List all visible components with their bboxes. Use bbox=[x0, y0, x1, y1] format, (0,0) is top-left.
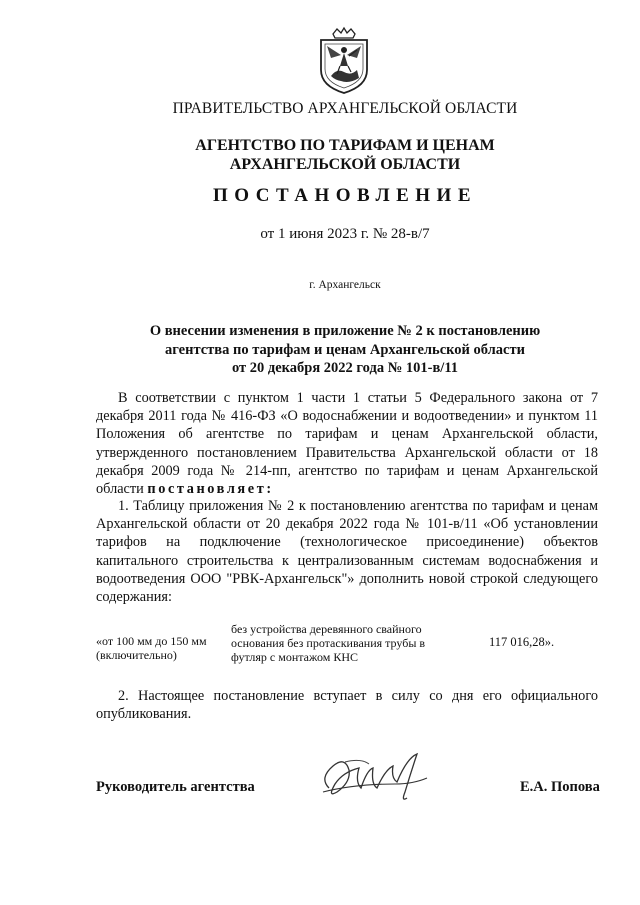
resolves-word: постановляет: bbox=[147, 481, 274, 498]
document-subject bbox=[0, 322, 640, 378]
document-city: г. Архангельск bbox=[309, 279, 381, 291]
handwritten-signature bbox=[315, 748, 433, 806]
coat-of-arms-icon bbox=[313, 26, 375, 96]
document-date-number: от 1 июня 2023 г. № 28-в/7 bbox=[260, 226, 430, 242]
table-row bbox=[96, 622, 598, 670]
row-amount: 117 016,28». bbox=[489, 635, 555, 649]
preamble-text: В соответствии с пунктом 1 части 1 статьи 5 Федерального закона от 7 декабря 2011 года № 416-ФЗ «О водоснабжении и водоотведении» и пунктом 11 Положения об агентстве по тарифам и ценам Архангельской области, утвержденного постановлением Правительства Архангельской области от 18 декабря 2009 года № 214-пп, агентство по тарифам и ценам Архангельской области bbox=[96, 390, 598, 498]
row-diameter: «от 100 мм до 150 мм (включительно) bbox=[96, 634, 207, 662]
signatory-position: Руководитель агентства bbox=[96, 779, 255, 795]
subject-line2: агентства по тарифам и ценам Архангельской области bbox=[165, 341, 525, 358]
agency-name-line1: АГЕНТСТВО ПО ТАРИФАМ И ЦЕНАМ bbox=[195, 137, 495, 154]
signatory-name: Е.А. Попова bbox=[520, 779, 600, 795]
document-type: ПОСТАНОВЛЕНИЕ bbox=[212, 185, 478, 206]
agency-name bbox=[0, 136, 640, 174]
subject-line1: О внесении изменения в приложение № 2 к постановлению bbox=[149, 323, 541, 339]
paragraph-preamble bbox=[96, 389, 598, 498]
paragraph-1: 1. Таблицу приложения № 2 к постановлению агентства по тарифам и ценам Архангельской области от 20 декабря 2022 года № 101-в/11 «Об установлении тарифов на подключение (технологическое присоединение) объектов капитального строительства к централизованным системам водоснабжения и водоотведения ООО "РВК-Архангельск"» дополнить новой строкой следующего содержания: bbox=[96, 498, 598, 606]
government-name: ПРАВИТЕЛЬСТВО АРХАНГЕЛЬСКОЙ ОБЛАСТИ bbox=[172, 100, 518, 117]
row-description: без устройства деревянного свайного основания без протаскивания трубы в футляр с монтажом КНС bbox=[231, 622, 426, 664]
paragraph-2: 2. Настоящее постановление вступает в силу со дня его официального опубликования. bbox=[96, 688, 598, 723]
subject-line3: от 20 декабря 2022 года № 101-в/11 bbox=[231, 360, 459, 376]
agency-name-line2: АРХАНГЕЛЬСКОЙ ОБЛАСТИ bbox=[229, 156, 461, 173]
